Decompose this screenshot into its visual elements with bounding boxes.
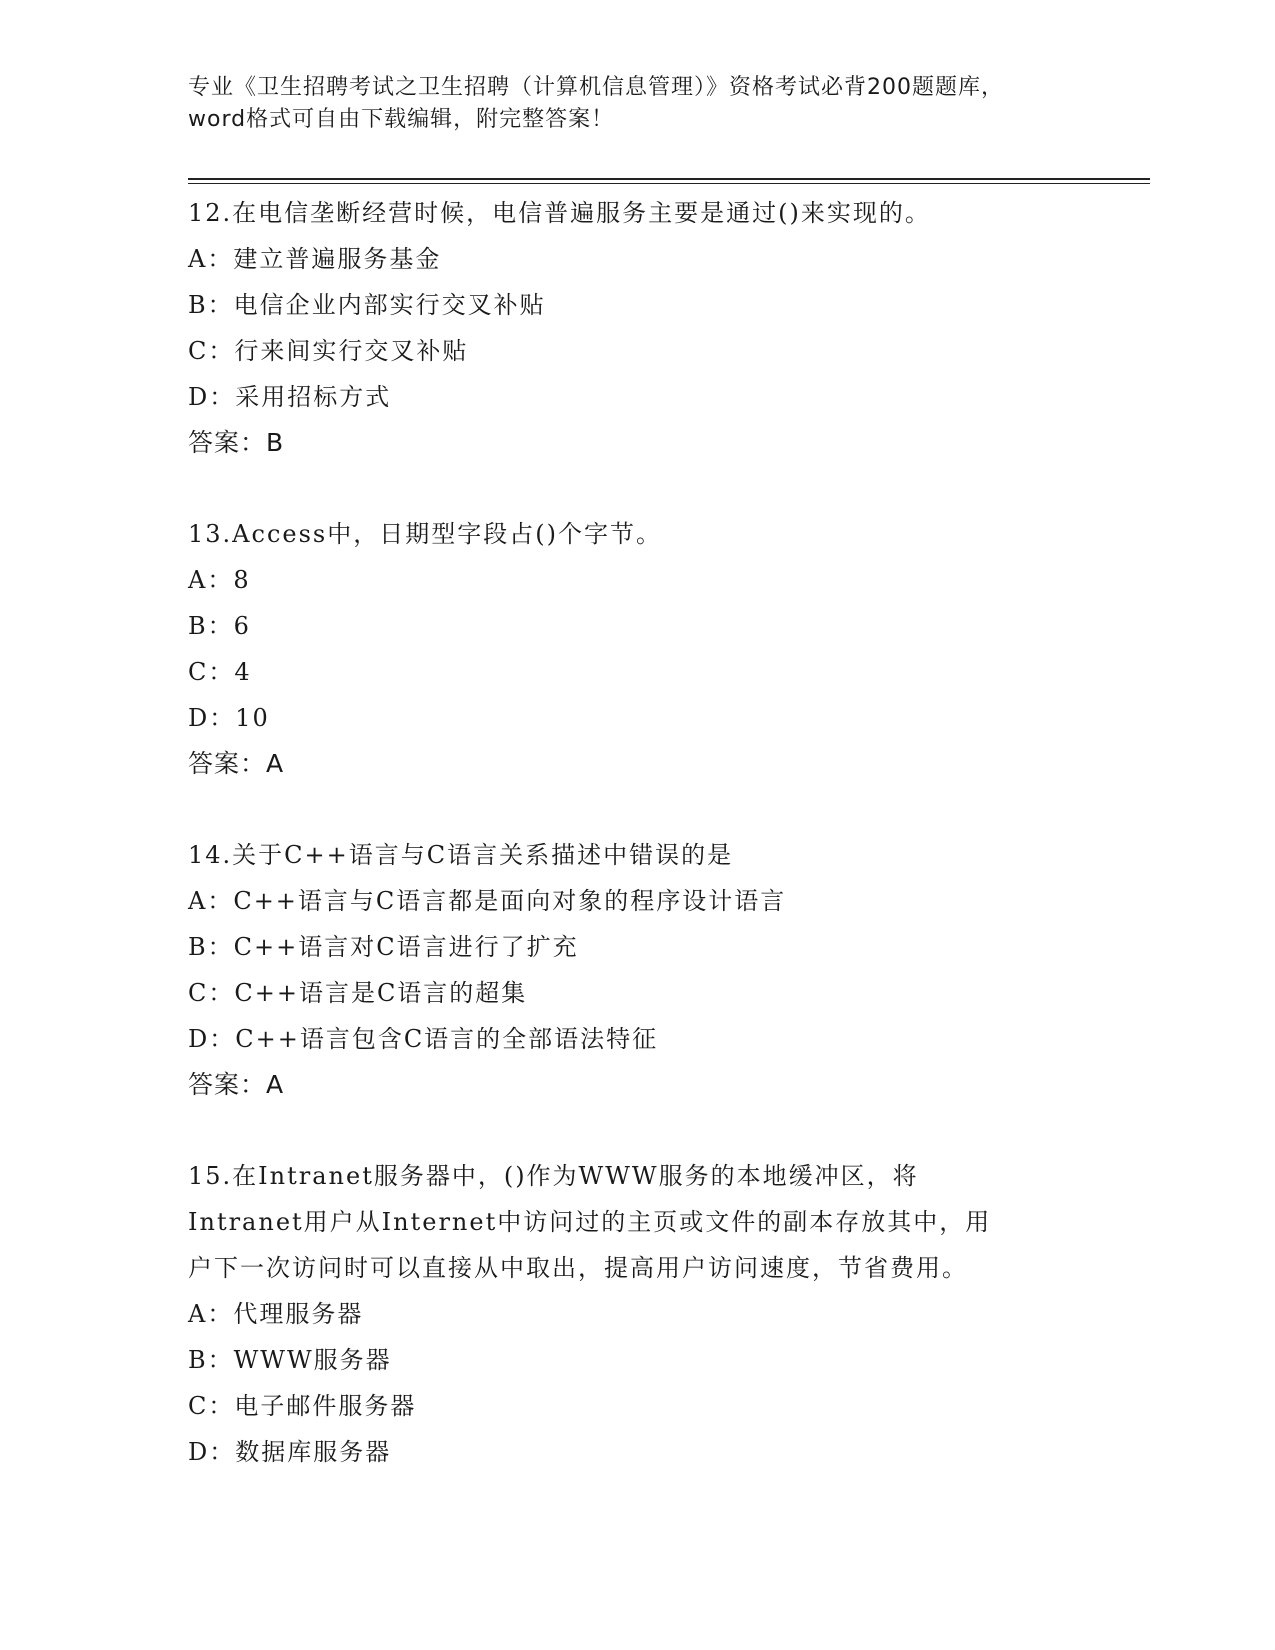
header-divider-thick — [188, 178, 1150, 180]
question-stem: 14.关于C++语言与C语言关系描述中错误的是 — [188, 841, 734, 869]
question-stem-line-3: 户下一次访问时可以直接从中取出，提高用户访问速度，节省费用。 — [188, 1254, 968, 1282]
question-stem: 13.Access中，日期型字段占()个字节。 — [188, 520, 662, 548]
option-b: B：电信企业内部实行交叉补贴 — [188, 291, 546, 319]
question-15 — [188, 1153, 1088, 1475]
option-b: B：WWW服务器 — [188, 1346, 392, 1374]
question-stem-line-2: Intranet用户从Internet中访问过的主页或文件的副本存放其中，用 — [188, 1208, 992, 1236]
question-list — [188, 190, 1088, 1520]
option-d: D：数据库服务器 — [188, 1438, 392, 1466]
answer-label: 答案：A — [188, 1070, 285, 1099]
option-d: D：C++语言包含C语言的全部语法特征 — [188, 1025, 659, 1053]
option-b: B：6 — [188, 612, 251, 640]
header-divider-thin — [188, 183, 1150, 184]
header-title-line-2: word格式可自由下载编辑，附完整答案！ — [188, 107, 615, 132]
question-13 — [188, 511, 1088, 787]
option-a: A：C++语言与C语言都是面向对象的程序设计语言 — [188, 887, 787, 915]
option-a: A：8 — [188, 566, 251, 594]
option-c: C：行来间实行交叉补贴 — [188, 337, 469, 365]
option-d: D：采用招标方式 — [188, 383, 392, 411]
question-12 — [188, 190, 1088, 466]
answer-label: 答案：B — [188, 428, 285, 457]
option-a: A：代理服务器 — [188, 1300, 364, 1328]
option-b: B：C++语言对C语言进行了扩充 — [188, 933, 579, 961]
document-header — [188, 72, 1088, 136]
option-d: D：10 — [188, 704, 270, 732]
option-c: C：电子邮件服务器 — [188, 1392, 417, 1420]
header-title-line-1: 专业《卫生招聘考试之卫生招聘（计算机信息管理）》资格考试必背200题题库， — [188, 75, 1004, 100]
option-a: A：建立普遍服务基金 — [188, 245, 442, 273]
answer-label: 答案：A — [188, 749, 285, 778]
option-c: C：C++语言是C语言的超集 — [188, 979, 528, 1007]
question-stem-line-1: 15.在Intranet服务器中，()作为WWW服务的本地缓冲区，将 — [188, 1162, 919, 1190]
question-14 — [188, 832, 1088, 1108]
question-stem: 12.在电信垄断经营时候，电信普遍服务主要是通过()来实现的。 — [188, 199, 931, 227]
option-c: C：4 — [188, 658, 252, 686]
